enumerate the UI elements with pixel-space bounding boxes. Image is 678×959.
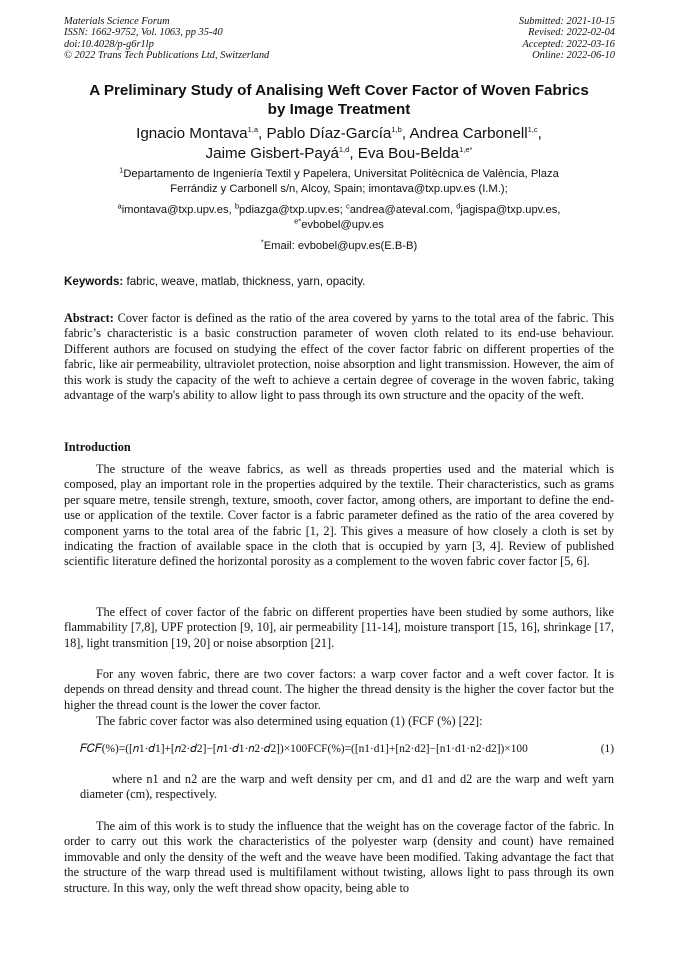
author-affil-sup: 1,b <box>391 124 402 134</box>
copyright: © 2022 Trans Tech Publications Ltd, Switzerland <box>64 50 270 62</box>
abstract-label: Abstract: <box>64 311 114 325</box>
email-d: jagispa@txp.upv.es, <box>460 204 561 216</box>
email-sup: b <box>234 201 239 211</box>
author-affil-sup: 1,a <box>247 124 258 134</box>
title-line-2: by Image Treatment <box>267 101 411 118</box>
intro-paragraph-3: For any woven fabric, there are two cover factors: a warp cover factor and a weft cover factor. It is depends on thread density and thread count. The higher the thread density is the higher the cover factor but the higher the thread count is the lower the cover factor. <box>64 667 614 712</box>
intro-paragraph-6: The aim of this work is to study the influence that the weight has on the coverage factor of the fabric. In order to carry out this work the characteristics of the polyester warp (density and count) have remained immovable and only the density of the weft and the weave have been modified. Taking advantage the fact that the structure of the warp thread used is multifilament without twisting, allows light to pass through its own structure. In this way, only the weft thread show opacity, being able to <box>64 819 614 895</box>
author-name: Andrea Carbonell <box>409 125 528 142</box>
email-sup: c <box>345 201 350 211</box>
author-affil-sup: 1,e* <box>459 144 473 154</box>
keywords-text: fabric, weave, matlab, thickness, yarn, opacity. <box>126 275 366 288</box>
intro-paragraph-4: The fabric cover factor was also determined using equation (1) (FCF (%) [22]: <box>96 714 483 728</box>
corresponding-email <box>60 239 618 254</box>
author-list: Ignacio Montava$^{1,a}$, Pablo Díaz-García$^{1,b}$, Andrea Carbonell$^{1,c}$, Jaime Gisbert-Payá$^{1,d}$, Eva Bou-Belda$^{1,e*}$ <box>136 124 542 162</box>
accepted-date: Accepted: 2022-03-16 <box>522 38 615 50</box>
author-affil-sup: 1,c <box>527 124 538 134</box>
keywords <box>64 275 614 289</box>
email-sup: a <box>117 201 122 211</box>
affiliation-line-1: Departamento de Ingeniería Textil y Papelera, Universitat Politècnica de València, Plaza <box>123 168 559 180</box>
paper-title <box>40 81 638 119</box>
author-name: Pablo Díaz-García <box>266 125 392 142</box>
corresponding-sup: * <box>260 237 264 247</box>
publication-dates <box>519 16 615 62</box>
issn-volume: ISSN: 1662-9752, Vol. 1063, pp 35-40 <box>64 27 223 39</box>
affiliation <box>60 167 618 197</box>
email-c: andrea@ateval.com, <box>349 204 454 216</box>
journal-info <box>64 16 269 62</box>
equation-text: 𝐹𝐶𝐹(%)=([𝑛1·𝑑1]+[𝑛2·𝑑2]−[𝑛1·𝑑1·𝑛2·𝑑2])×100FCF(%)=([n1·d1]+[n2·d2]−[n1·d1·n2·d2])×100 <box>80 743 528 755</box>
intro-paragraph-1: The structure of the weave fabrics, as well as threads properties used and the material which is composed, play an important role in the properties adquired by the textile. Their characteristics, such as grams per square metre, tensile strengh, texture, smooth, cover factor, among others, are important to define the end-use or application of the textile. Cover factor is a fabric parameter defined as the ratio of the area covered by component yarns to the total area of the fabric [1, 2]. This gives a measure of how closely a cloth is set by indicating the fraction of available space in the cloth that is occupied by yarn [3, 4]. Review of published scientific literature defined the horizontal porosity as a complement to the woven fabric cover factor [5, 6]. <box>64 462 614 569</box>
abstract-text: Cover factor is defined as the ratio of the area covered by yarns to the total area of the fabric. This fabric’s characteristic is a basic construction parameter of woven cloth related to its end-use behaviour. Different authors are focused on studying the effect of the cover factor fabric on different properties of the fabric, like air permeability, ultraviolet protection, noise absorption and light transmission. However, the aim of this work is study the capacity of the weft to achieve a certain degree of coverage in the woven fabric, taking advantage of the warp's ability to allow light to pass through its own structure and the opacity of the weft. <box>64 311 614 403</box>
affiliation-sup: 1 <box>119 165 124 175</box>
author-emails <box>60 203 618 233</box>
keywords-label: Keywords: <box>64 275 124 288</box>
email-e: evbobel@upv.es <box>301 219 384 231</box>
email-a: imontava@txp.upv.es, <box>121 204 232 216</box>
online-date: Online: 2022-06-10 <box>532 50 615 62</box>
equation-number: (1) <box>600 743 614 755</box>
author-affil-sup: 1,d <box>338 144 350 154</box>
submitted-date: Submitted: 2021-10-15 <box>518 16 615 27</box>
email-sup: e* <box>294 216 302 226</box>
intro-paragraph-5: where n1 and n2 are the warp and weft density per cm, and d1 and d2 are the warp and weft yarn diameter (cm), respectively. <box>80 772 614 802</box>
email-sup: d <box>456 201 461 211</box>
journal-name: Materials Science Forum <box>64 16 170 27</box>
author-name: Eva Bou-Belda <box>357 145 460 162</box>
author-name: Ignacio Montava <box>136 125 248 142</box>
affiliation-line-2: Ferrándiz y Carbonell s/n, Alcoy, Spain; imontava@txp.upv.es (I.M.); <box>170 183 508 195</box>
author-name: Jaime Gisbert-Payá <box>205 145 339 162</box>
doi: doi:10.4028/p-g6r1lp <box>64 38 154 50</box>
revised-date: Revised: 2022-02-04 <box>528 27 615 39</box>
email-b: pdiazga@txp.upv.es; <box>239 204 343 216</box>
intro-paragraph-2: The effect of cover factor of the fabric on different properties have been studied by some authors, like flammability [7,8], UPF protection [9, 10], air permeability [11-14], moisture transport [15, 16], shrinkage [17, 18], light transmition [19, 20] or noise absorption [21]. <box>64 605 614 650</box>
corresponding-email-text: Email: evbobel@upv.es(E.B-B) <box>263 240 418 252</box>
abstract <box>64 311 614 403</box>
title-line-1: A Preliminary Study of Analising Weft Cover Factor of Woven Fabrics <box>89 82 589 99</box>
section-heading-introduction: Introduction <box>64 440 131 454</box>
